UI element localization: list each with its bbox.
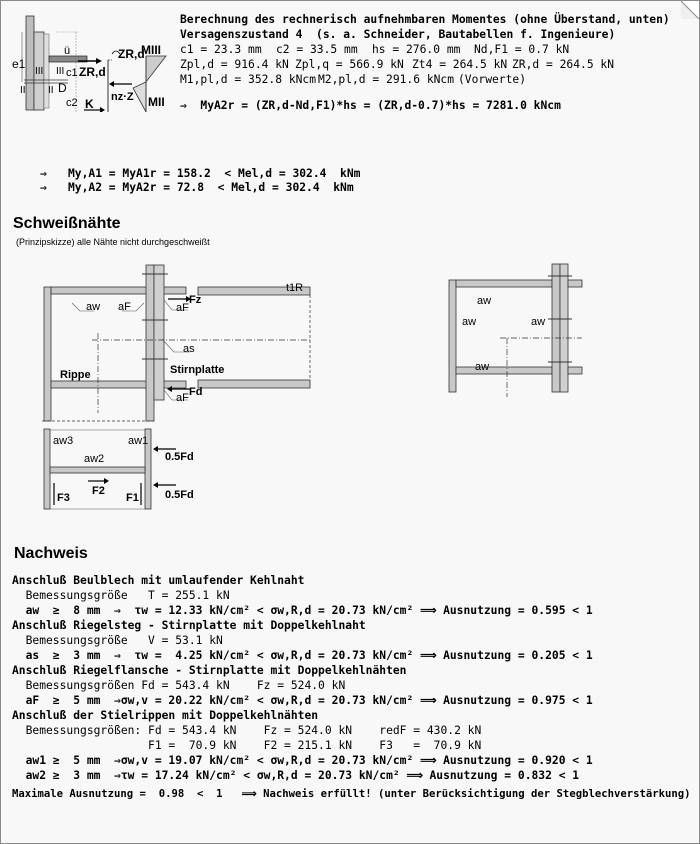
- label-c1: c1: [66, 67, 78, 79]
- nachweis-line: Anschluß Riegelflansche - Stirnplatte mit Doppelkehlnähten: [12, 664, 407, 677]
- label-rippe: Rippe: [60, 369, 91, 381]
- param-m1: M1,pl,d = 352.8 kNcm: [180, 73, 317, 86]
- label-III-left: III: [35, 66, 44, 77]
- label-zrd-arrow: ZR,d: [79, 65, 106, 79]
- nachweis-line: Bemessungsgrößen: Fd = 543.4 kN Fz = 524.0 kN redF = 430.2 kN: [12, 724, 482, 737]
- label-aF-top: aF: [176, 302, 189, 314]
- moment-check-1: My,A1 = MyA1r = 158.2 < Mel,d = 302.4 kNm: [68, 167, 361, 180]
- nachweis-line: aw2 ≥ 3 mm ⇒τw = 17.24 kN/cm² < σw,R,d = 20.73 kN/cm² ⟹ Ausnutzung = 0.832 < 1: [12, 769, 580, 782]
- weld-sketch-front: [445, 262, 585, 402]
- param-m2: M2,pl,d = 291.6 kNcm: [318, 73, 455, 86]
- nachweis-line: aw ≥ 8 mm ⇒ τw = 12.33 kN/cm² < σw,R,d = 20.73 kN/cm² ⟹ Ausnutzung = 0.595 < 1: [12, 604, 593, 617]
- nachweis-line: as ≥ 3 mm ⇒ τw = 4.25 kN/cm² < σw,R,d = 20.73 kN/cm² ⟹ Ausnutzung = 0.205 < 1: [12, 649, 593, 662]
- label-nzZ: nz·Z: [111, 91, 134, 103]
- nachweis-line: aw1 ≥ 5 mm ⇒σw,v = 19.07 kN/cm² < σw,R,d = 20.73 kN/cm² ⟹ Ausnutzung = 0.920 < 1: [12, 754, 593, 767]
- label-MIII: MIII: [141, 43, 161, 57]
- label-Fz: Fz: [189, 294, 202, 306]
- label-aw3: aw3: [53, 435, 74, 447]
- label-c2: c2: [66, 97, 78, 109]
- calc-subtitle: Versagenszustand 4 (s. a. Schneider, Bautabellen f. Ingenieure): [180, 28, 616, 41]
- label-II-left: II: [20, 85, 26, 96]
- label-half-fd-top: 0.5Fd: [165, 451, 194, 463]
- label-K: K: [85, 97, 94, 111]
- calc-result: ⇒ MyA2r = (ZR,d-Nd,F1)*hs = (ZR,d-0.7)*hs = 7281.0 kNcm: [180, 99, 561, 112]
- param-ndf1: Nd,F1 = 0.7 kN: [474, 43, 570, 56]
- label-aw-left: aw: [462, 316, 477, 328]
- label-aw-mid: aw: [531, 316, 546, 328]
- weld-sketch-section: [40, 425, 200, 515]
- param-note: (Vorwerte): [458, 73, 527, 86]
- label-aw-bottom: aw: [475, 361, 490, 373]
- label-u: ü: [64, 45, 71, 57]
- conclusion: Maximale Ausnutzung = 0.98 < 1 ⟹ Nachweis erfüllt! (unter Berücksichtigung der Stegblechverstärkung): [12, 788, 691, 800]
- label-aw: aw: [86, 301, 101, 313]
- label-MII: MII: [148, 95, 165, 109]
- label-aF-left: aF: [118, 301, 131, 313]
- welds-note: (Prinzipskizze) alle Nähte nicht durchgeschweißt: [16, 237, 210, 247]
- calc-title: Berechnung des rechnerisch aufnehmbaren Momentes (ohne Überstand, unten): [180, 13, 670, 26]
- moment-check-arrow-1: ⇒: [40, 167, 47, 180]
- moment-diagram: [8, 8, 173, 112]
- label-Fd: Fd: [189, 386, 203, 398]
- nachweis-line: Bemessungsgröße T = 255.1 kN: [12, 589, 230, 602]
- label-aw1: aw1: [128, 435, 149, 447]
- label-II-right: II: [48, 85, 54, 96]
- nachweis-line: F1 = 70.9 kN F2 = 215.1 kN F3 = 70.9 kN: [12, 739, 482, 752]
- label-aw-top: aw: [477, 295, 492, 307]
- folded-corner-icon: [681, 1, 699, 19]
- nachweis-heading: Nachweis: [14, 545, 88, 562]
- nachweis-line: Bemessungsgröße V = 53.1 kN: [12, 634, 223, 647]
- param-zplq: Zpl,q = 566.9 kN: [295, 58, 404, 71]
- moment-check-2: My,A2 = MyA2r = 72.8 < Mel,d = 302.4 kNm: [68, 181, 354, 194]
- welds-heading: Schweißnähte: [13, 215, 121, 232]
- weld-sketch-side: [40, 263, 315, 423]
- label-as: as: [183, 343, 195, 355]
- label-F2: F2: [92, 485, 105, 497]
- label-D: D: [58, 81, 67, 95]
- param-c1: c1 = 23.3 mm: [180, 43, 262, 56]
- label-aF-bottom: aF: [176, 392, 189, 404]
- label-zrd-top: ZR,d: [118, 47, 145, 61]
- nachweis-line: aF ≥ 5 mm ⇒σw,v = 20.22 kN/cm² < σw,R,d = 20.73 kN/cm² ⟹ Ausnutzung = 0.975 < 1: [12, 694, 593, 707]
- label-stirnplatte: Stirnplatte: [170, 364, 225, 376]
- nachweis-line: Bemessungsgrößen Fd = 543.4 kN Fz = 524.0 kN: [12, 679, 346, 692]
- param-zrd: ZR,d = 264.5 kN: [512, 58, 615, 71]
- label-III-right: III: [56, 66, 65, 77]
- label-aw2: aw2: [84, 453, 105, 465]
- nachweis-block: [12, 573, 593, 783]
- label-F1: F1: [126, 492, 139, 504]
- label-half-fd-bottom: 0.5Fd: [165, 489, 194, 501]
- param-zt4: Zt4 = 264.5 kN: [412, 58, 508, 71]
- label-F3: F3: [57, 492, 70, 504]
- nachweis-line: Anschluß Riegelsteg - Stirnplatte mit Doppelkehlnaht: [12, 619, 366, 632]
- nachweis-line: Anschluß der Stielrippen mit Doppelkehlnähten: [12, 709, 319, 722]
- param-c2: c2 = 33.5 mm: [276, 43, 358, 56]
- param-hs: hs = 276.0 mm: [372, 43, 461, 56]
- label-e1: e1: [12, 57, 26, 71]
- param-zpld: Zpl,d = 916.4 kN: [180, 58, 289, 71]
- nachweis-line: Anschluß Beulblech mit umlaufender Kehlnaht: [12, 574, 305, 587]
- moment-check-arrow-2: ⇒: [40, 181, 47, 194]
- label-t1R: t1R: [286, 282, 304, 294]
